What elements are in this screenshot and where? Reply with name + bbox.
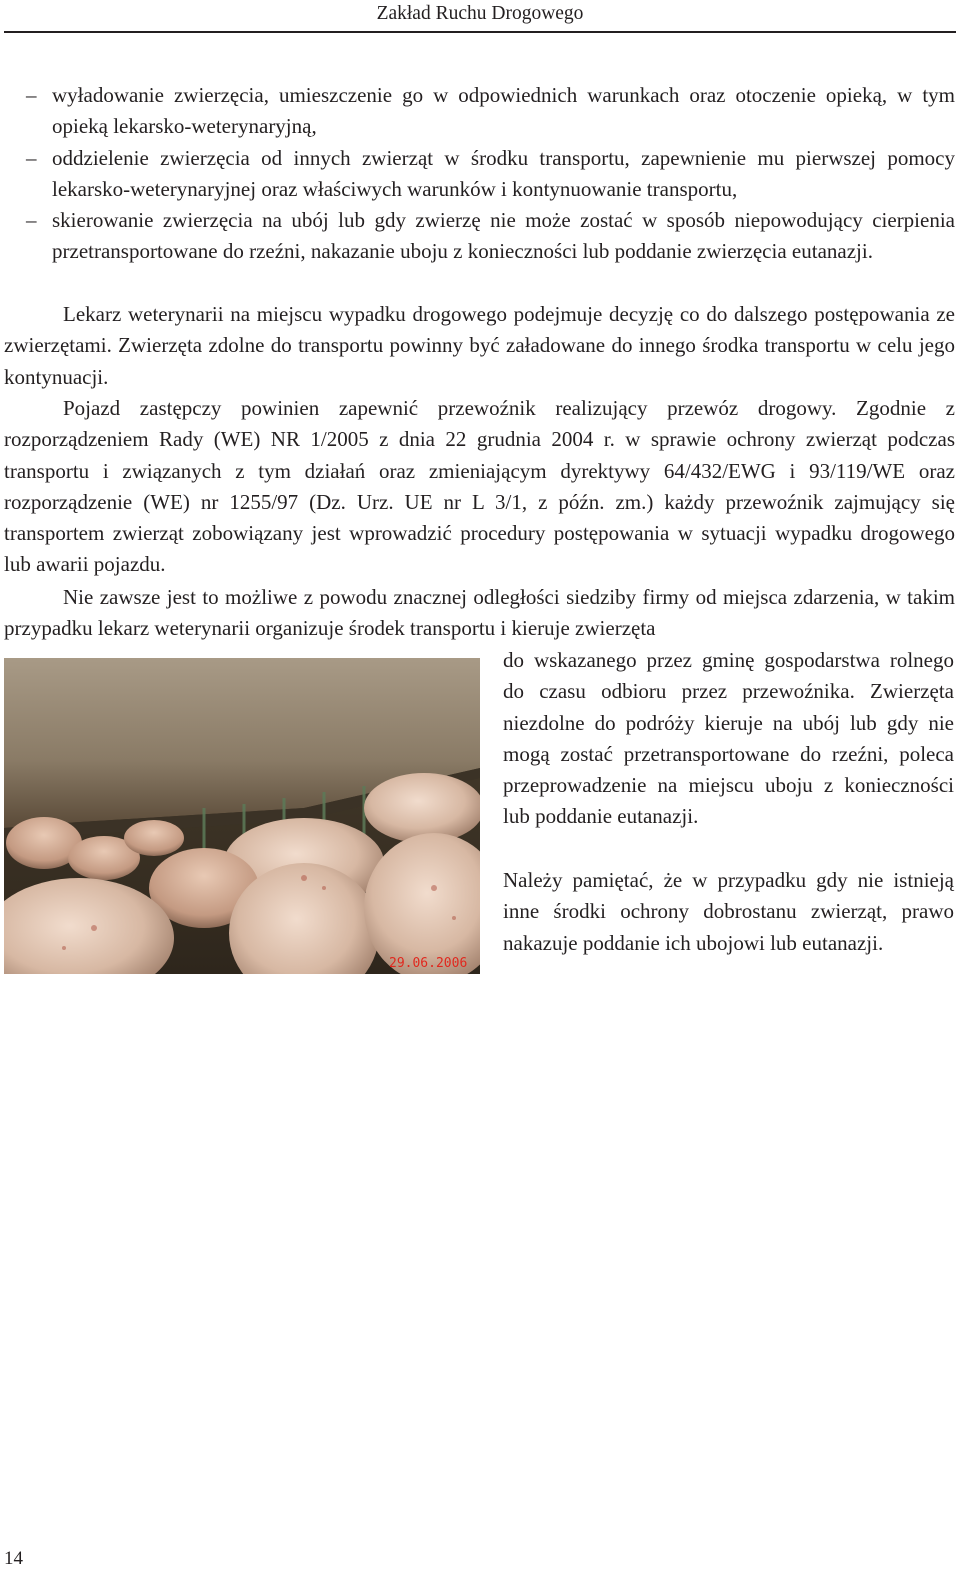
page-number: 14 [4, 1548, 23, 1569]
list-item [26, 80, 955, 143]
dash-bullet: – [26, 145, 37, 170]
bullet-list [26, 80, 955, 268]
list-item-text: oddzielenie zwierzęcia od innych zwierząt w środku transportu, zapewnienie mu pierwszej pomocy lekarsko-weterynaryjnej oraz właściwych warunków i kontynuowanie transportu, [52, 145, 955, 201]
list-item [26, 143, 955, 206]
body-paragraph: Pojazd zastępczy powinien zapewnić przewoźnik realizujący przewóz drogowy. Zgodnie z rozporządzeniem Rady (WE) NR 1/2005 z dnia 22 grudnia 2004 r. w sprawie ochrony zwierząt podczas transportu i związanych z tym działań oraz zmieniającym dyrektywy 64/432/EWG i 93/119/WE oraz rozporządzenie (WE) nr 1255/97 (Dz. Urz. UE nr L 3/1, z późn. zm.) każdy przewoźnik zajmujący się transportem zwierząt zobowiązany jest wprowadzić procedury postępowania w sytuacji wypadku drogowego lub awarii pojazdu. [4, 396, 955, 577]
dash-bullet: – [26, 83, 37, 107]
photo-date-stamp: 29.06.2006 [389, 956, 468, 971]
side-paragraph: do wskazanego przez gminę gospodarstwa rolnego do czasu odbioru przez przewoźnika. Zwierzęta niezdolne do podróży kieruje na ubój lub gdy nie mogą zostać przetransportowane do rzeźni, poleca przeprowadzenie na miejscu uboju z konieczności lub poddanie eutanazji. [503, 648, 954, 829]
side-paragraph: Należy pamiętać, że w przypadku gdy nie istnieją inne środki ochrony dobrostanu zwierząt, prawo nakazuje poddanie ich ubojowi lub eutanazji. [503, 868, 954, 955]
list-item-text: wyładowanie zwierzęcia, umieszczenie go w odpowiednich warunkach oraz otoczenie opieką, w tym opieką lekarsko-weterynaryjną, [52, 83, 955, 139]
dash-bullet: – [26, 208, 37, 233]
list-item [26, 205, 955, 268]
header-divider [4, 31, 956, 33]
body-paragraph: Lekarz weterynarii na miejscu wypadku drogowego podejmuje decyzję co do dalszego postępowania ze zwierzętami. Zwierzęta zdolne do transportu powinny być załadowane do innego środka transportu w celu jego kontynuacji. [4, 302, 955, 389]
running-header: Zakład Ruchu Drogowego [376, 3, 584, 24]
list-item-text: skierowanie zwierzęcia na ubój lub gdy zwierzę nie może zostać w sposób niepowodujący cierpienia przetransportowane do rzeźni, nakazanie uboju z konieczności lub poddanie zwierzęcia eutanazji. [52, 208, 955, 264]
photo-pigs-in-transport-vehicle [4, 658, 480, 974]
body-paragraph: Nie zawsze jest to możliwe z powodu znacznej odległości siedziby firmy od miejsca zdarzenia, w takim przypadku lekarz weterynarii organizuje środek transportu i kieruje zwierzęta [4, 585, 955, 641]
